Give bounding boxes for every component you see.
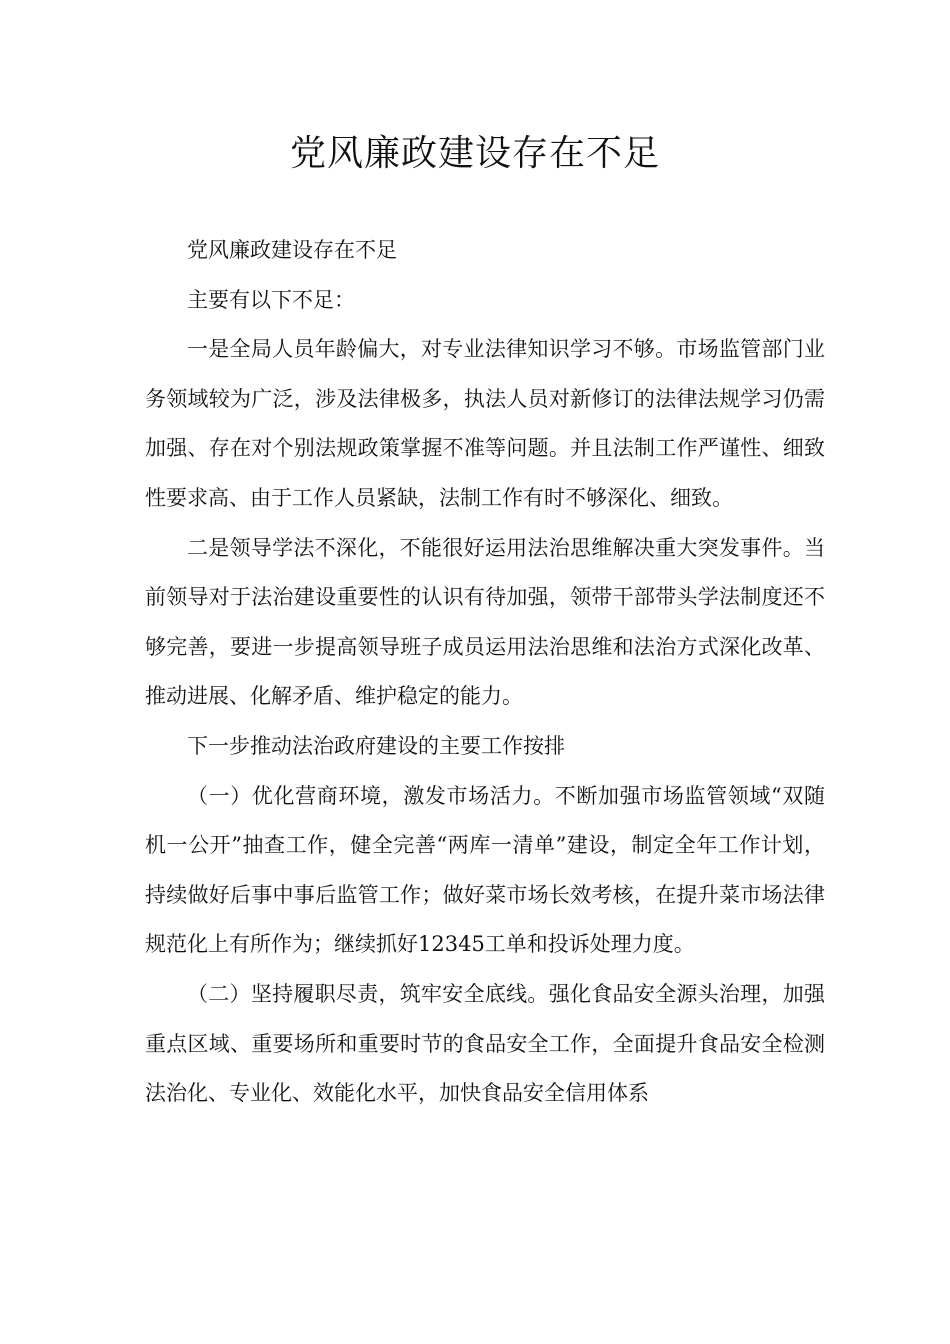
paragraph-point-one: 一是全局人员年龄偏大，对专业法律知识学习不够。市场监管部门业务领域较为广泛，涉及法律极多，执法人员对新修订的法律法规学习仍需加强、存在对个别法规政策掌握不准等问题。并且法制工作严谨性、细致性要求高、由于工作人员紧缺，法制工作有时不够深化、细致。 [145,337,825,510]
paragraph-next-steps-heading: 下一步推动法治政府建设的主要工作按排 [187,733,565,758]
paragraph-step-two: （二）坚持履职尽责，筑牢安全底线。强化食品安全源头治理，加强重点区域、重要场所和重要时节的食品安全工作，全面提升食品安全检测法治化、专业化、效能化水平，加快食品安全信用体系 [145,981,825,1106]
paragraph-point-two: 二是领导学法不深化，不能很好运用法治思维解决重大突发事件。当前领导对于法治建设重要性的认识有待加强，领带干部带头学法制度还不够完善，要进一步提高领导班子成员运用法治思维和法治方式深化改革、推动进展、化解矛盾、维护稳定的能力。 [145,535,825,709]
document-body [145,226,825,1119]
paragraph-subtitle: 党风廉政建设存在不足 [187,238,397,262]
paragraph-step-one: （一）优化营商环境，激发市场活力。不断加强市场监管领域“双随机一公开”抽查工作，健全完善“两库一清单”建设，制定全年工作计划，持续做好后事中事后监管工作；做好菜市场长效考核，在提升菜市场法律规范化上有所作为；继续抓好12345工单和投诉处理力度。 [145,783,825,957]
paragraph-intro: 主要有以下不足： [187,287,355,312]
document-title: 党风廉政建设存在不足 [289,133,660,174]
